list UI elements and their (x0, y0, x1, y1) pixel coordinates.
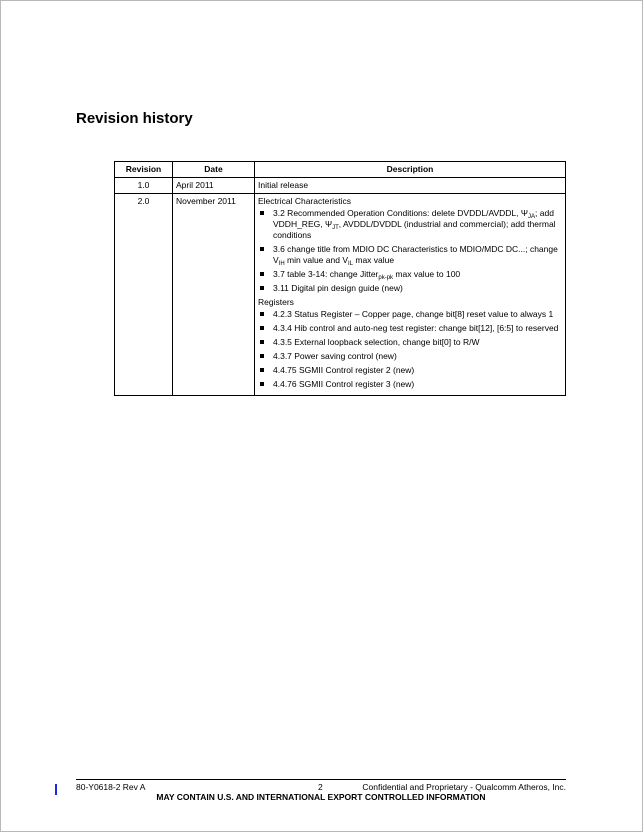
change-list (258, 309, 562, 390)
header-description: Description (255, 162, 566, 178)
header-date: Date (173, 162, 255, 178)
description-cell: Initial release (255, 178, 566, 194)
list-item (258, 208, 562, 241)
change-list (258, 208, 562, 294)
item-text: 4.3.4 Hib control and auto-neg test register: change bit[12], [6:5] to reserved (273, 323, 559, 333)
list-item (258, 269, 562, 280)
footer-rule (76, 779, 566, 780)
change-bar (55, 784, 57, 795)
item-text: 4.4.76 SGMII Control register 3 (new) (273, 379, 415, 389)
item-text: 3.2 Recommended Operation Conditions: delete DVDDL/AVDDL, Ψ (273, 208, 528, 218)
item-text: 3.11 Digital pin design guide (new) (273, 283, 403, 293)
list-item (258, 337, 562, 348)
list-item (258, 365, 562, 376)
list-item (258, 379, 562, 390)
list-item (258, 283, 562, 294)
description-cell (255, 194, 566, 396)
table-row (115, 178, 566, 194)
subscript: JA (528, 214, 536, 220)
confidential-notice: Confidential and Proprietary - Qualcomm Atheros, Inc. (362, 782, 566, 792)
page-title: Revision history (76, 110, 193, 127)
page-number: 2 (318, 782, 323, 792)
item-text: 4.3.7 Power saving control (new) (273, 351, 397, 361)
section-heading: Registers (258, 297, 294, 307)
item-text: 3.7 table 3-14: change Jitter (273, 269, 379, 279)
item-text: 4.4.75 SGMII Control register 2 (new) (273, 365, 415, 375)
list-item (258, 244, 562, 266)
revision-table (114, 161, 566, 396)
item-text: 4.2.3 Status Register – Copper page, change bit[8] reset value to always 1 (273, 309, 554, 319)
export-notice: MAY CONTAIN U.S. AND INTERNATIONAL EXPORT CONTROLLED INFORMATION (156, 792, 486, 802)
section-heading: Electrical Characteristics (258, 196, 352, 206)
subscript: IH (278, 261, 285, 267)
item-text: 3.6 change title from MDIO DC Characteristics to MDIO/MDC DC...; change V (273, 244, 558, 265)
item-text: max value (353, 255, 395, 265)
subscript: IL (348, 261, 354, 267)
item-text: min value and V (284, 255, 348, 265)
table-row (115, 194, 566, 396)
item-text: max value to 100 (393, 269, 461, 279)
list-item (258, 309, 562, 320)
item-text: , AVDDL/DVDDL (industrial and commercial); add thermal conditions (273, 219, 556, 240)
revision-cell: 2.0 (115, 194, 173, 396)
item-text: ; add VDDH_REG, Ψ (273, 208, 554, 229)
subscript: JT (332, 225, 339, 231)
list-item (258, 351, 562, 362)
table-header-row (115, 162, 566, 178)
revision-cell: 1.0 (115, 178, 173, 194)
date-cell: April 2011 (173, 178, 255, 194)
list-item (258, 323, 562, 334)
item-text: 4.3.5 External loopback selection, change bit[0] to R/W (273, 337, 480, 347)
doc-number: 80-Y0618-2 Rev A (76, 782, 146, 792)
subscript: pk-pk (378, 275, 394, 281)
header-revision: Revision (115, 162, 173, 178)
date-cell: November 2011 (173, 194, 255, 396)
